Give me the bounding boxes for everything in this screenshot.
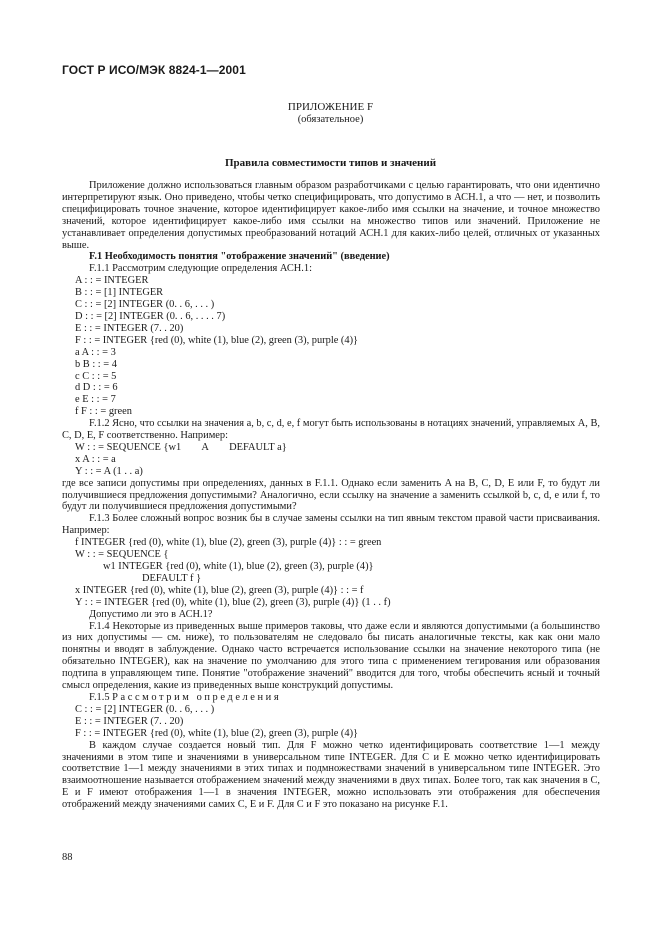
code-line: Y : : = A (1 . . a) bbox=[75, 465, 143, 477]
appendix-label: ПРИЛОЖЕНИЕ F bbox=[287, 101, 374, 113]
code-line: E : : = INTEGER (7. . 20) bbox=[75, 322, 184, 334]
appendix-status: (обязательное) bbox=[297, 114, 364, 125]
clause-f12-continuation: где все записи допустимы при определениях, данных в F.1.1. Однако если заменить A на B, C, D, E или F, то будут ли получившиеся предложения допустимыми? Аналогично, если ссылку на значение a заменить ссылкой b, c, d, e или f, то будут ли получившиеся предложения допустимыми? bbox=[62, 477, 600, 513]
clause-f13: F.1.3 Более сложный вопрос возник бы в случае замены ссылки на тип явным текстом правой части присваивания. Например: bbox=[62, 513, 600, 537]
code-line: D : : = [2] INTEGER (0. . 6, . . . . 7) bbox=[75, 310, 226, 322]
code-line: c C : : = 5 bbox=[75, 370, 117, 382]
clause-f14: F.1.4 Некоторые из приведенных выше примеров таковы, что даже если и являются допустимыми (а большинство из них допустимы — см. ниже), то пользователям не следовало бы писать аналогичные тексты, как как они мало понятны и вводят в заблуждение. Однако часто встречается использование ссылки на значение некоторого типа (не обязательно INTEGER), как на значение по умолчанию для этого типа с применением тегирования или образования подтипа в управляющем типе. Понятие "отображение значений" вводится для того, чтобы обеспечить ясный и точный смысл определения, какие из приведенных выше конструкций допустимы. bbox=[62, 620, 600, 692]
code-line: W : : = SEQUENCE { bbox=[75, 549, 169, 561]
code-line: x A : : = a bbox=[75, 453, 116, 465]
code-line: f F : : = green bbox=[75, 406, 132, 418]
code-line: w1 INTEGER {red (0), white (1), blue (2), green (3), purple (4)} bbox=[103, 561, 374, 572]
code-line: a A : : = 3 bbox=[75, 346, 116, 358]
standard-designation: ГОСТ Р ИСО/МЭК 8824-1—2001 bbox=[62, 63, 246, 77]
appendix-title: Правила совместимости типов и значений bbox=[224, 157, 437, 169]
code-line: e E : : = 7 bbox=[75, 394, 116, 406]
code-line: A : : = INTEGER bbox=[75, 275, 149, 287]
final-paragraph: В каждом случае создается новый тип. Для F можно четко идентифицировать соответствие 1—1 между значениями в этом типе и значениями в универсальном типе INTEGER. Для C и E можно четко идентифицировать соответствие 1—1 между значениями в этих типах и подмножествами значений в универсальном типе INTEGER. Это взаимоотношение называется отображением значений между значениями в двух типах. Более того, так как значения в C, E и F имеют отображения 1—1 в значения INTEGER, можно использовать эти отображения для обеспечения отображений между значениями самих C, E и F. Для C и F это показано на рисунке F.1. bbox=[62, 739, 600, 811]
code-line: B : : = [1] INTEGER bbox=[75, 287, 164, 299]
document-body bbox=[62, 180, 600, 811]
page-number: 88 bbox=[62, 852, 73, 863]
section-heading-f1: F.1 Необходимость понятия "отображение значений" (введение) bbox=[89, 251, 390, 263]
clause-f15-text: Рассмотрим определения bbox=[112, 691, 282, 703]
code-line: E : : = INTEGER (7. . 20) bbox=[75, 715, 184, 727]
code-line: C : : = [2] INTEGER (0. . 6, . . . ) bbox=[75, 299, 215, 311]
code-line: x INTEGER {red (0), white (1), blue (2), green (3), purple (4)} : : = f bbox=[75, 584, 364, 596]
code-line: d D : : = 6 bbox=[75, 382, 118, 394]
code-line: Y : : = INTEGER {red (0), white (1), blue (2), green (3), purple (4)} (1 . . f) bbox=[75, 596, 391, 608]
clause-f15-number: F.1.5 bbox=[89, 691, 110, 703]
code-line: W : : = SEQUENCE {w1 A DEFAULT a} bbox=[75, 441, 287, 453]
code-line: DEFAULT f } bbox=[142, 572, 202, 584]
code-line: f INTEGER {red (0), white (1), blue (2), green (3), purple (4)} : : = green bbox=[75, 537, 382, 549]
code-line: b B : : = 4 bbox=[75, 358, 117, 370]
clause-f11: F.1.1 Рассмотрим следующие определения АСН.1: bbox=[89, 263, 312, 275]
intro-paragraph: Приложение должно использоваться главным образом разработчиками с целью гарантировать, что они идентично интерпретируют язык. Оно приведено, чтобы четко специфицировать, что допустимо в АСН.1, а что — нет, и позволить специфицировать точное значение, которое идентифицирует какое-либо имя ссылки на значение, и точное множество значений, которое идентифицирует какое-либо имя ссылки на множество типов или значений. Приложение не устанавливает определения допустимых преобразований нотаций АСН.1 для каких-либо целей, отличных от указанных выше. bbox=[62, 180, 600, 251]
clause-f12: F.1.2 Ясно, что ссылки на значения a, b, c, d, e, f могут быть использованы в нотациях значений, управляемых A, B, C, D, E, F соответственно. Например: bbox=[62, 418, 601, 442]
code-line: F : : = INTEGER {red (0), white (1), blue (2), green (3), purple (4)} bbox=[75, 727, 359, 739]
code-line: F : : = INTEGER {red (0), white (1), blue (2), green (3), purple (4)} bbox=[75, 334, 359, 346]
code-line: C : : = [2] INTEGER (0. . 6, . . . ) bbox=[75, 703, 215, 715]
question-line: Допустимо ли это в АСН.1? bbox=[89, 608, 213, 620]
clause-f15 bbox=[62, 692, 600, 704]
